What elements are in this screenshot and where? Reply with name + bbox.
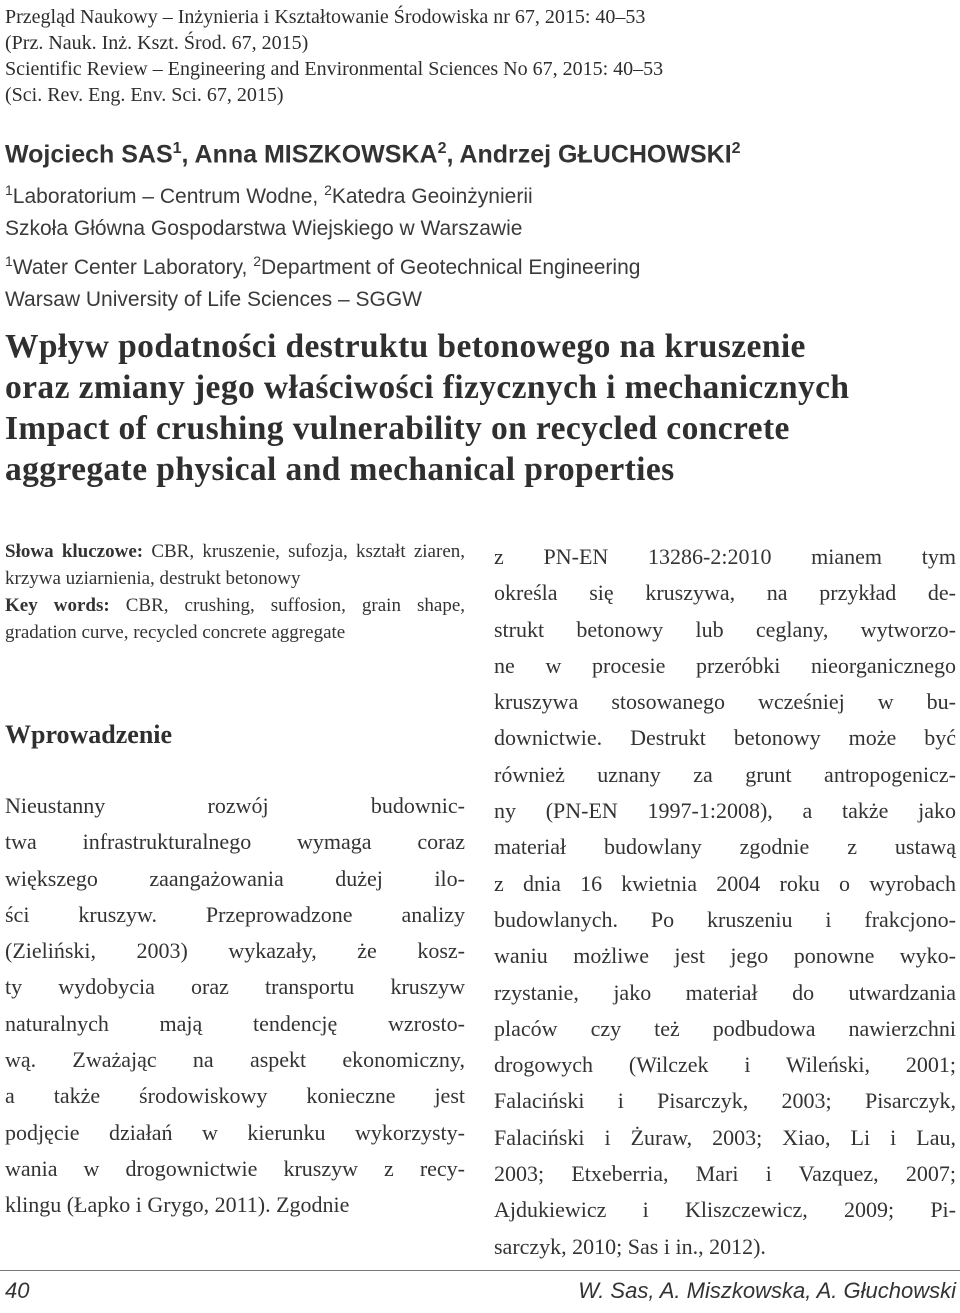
author-affiliation-mark: 2 <box>731 140 741 157</box>
affiliation-line-pl <box>5 174 640 213</box>
intro-paragraph-right <box>494 539 956 1265</box>
paragraph-line: twa infrastrukturalnego wymaga coraz <box>5 829 465 855</box>
title-pl-line: oraz zmiany jego właściwości fizycznych i mechanicznych <box>5 369 850 406</box>
intro-paragraph-left <box>5 788 465 1224</box>
paragraph-line: większego zaangażowania dużej ilo- <box>5 865 465 891</box>
paragraph-line: Ajdukiewicz i Kliszczewicz, 2009; Pi- <box>494 1197 956 1223</box>
paragraph-line: ty wydobycia oraz transportu kruszyw <box>5 974 465 1000</box>
paragraph-line: klingu (Łapko i Grygo, 2011). Zgodnie <box>5 1192 350 1218</box>
journal-header-line: Scientific Review – Engineering and Environmental Sciences No 67, 2015: 40–53 <box>5 58 664 80</box>
paragraph-line: Falaciński i Pisarczyk, 2003; Pisarczyk, <box>494 1088 956 1114</box>
paragraph-line: naturalnych mają tendencję wzrosto- <box>5 1010 465 1036</box>
author-name: , Andrzej GŁUCHOWSKI <box>446 140 732 169</box>
paragraph-line: Nieustanny rozwój budownic- <box>5 793 465 818</box>
affiliation-university-pl: Szkoła Główna Gospodarstwa Wiejskiego w Warszawie <box>5 217 523 240</box>
affiliations <box>5 174 640 316</box>
left-column <box>5 538 465 1224</box>
page-number: 40 <box>5 1278 30 1303</box>
journal-header <box>5 4 945 108</box>
keywords-en <box>5 592 465 646</box>
paragraph-line: a także środowiskowy konieczne jest <box>5 1083 465 1109</box>
paragraph-line: wą. Zważając na aspekt ekonomiczny, <box>5 1047 465 1073</box>
paragraph-line: również uznany za grunt antropogenicz- <box>494 761 956 787</box>
paragraph-line: podjęcie działań w kierunku wykorzysty- <box>5 1119 465 1145</box>
affiliation-mark: 2 <box>324 182 332 198</box>
paragraph-line: z dnia 16 kwietnia 2004 roku o wyrobach <box>494 870 956 896</box>
page-footer <box>0 1278 960 1308</box>
footer-authors: W. Sas, A. Miszkowska, A. Głuchowski <box>578 1278 956 1303</box>
paragraph-line: ści kruszyw. Przeprowadzone analizy <box>5 901 465 927</box>
paragraph-line: waniu możliwe jest jego ponowne wyko- <box>494 943 956 969</box>
journal-header-line: (Prz. Nauk. Inż. Kszt. Środ. 67, 2015) <box>5 32 309 54</box>
paragraph-line: ne w procesie przeróbki nieorganicznego <box>494 652 956 678</box>
author-name: , Anna MISZKOWSKA <box>181 140 438 169</box>
journal-header-line: (Sci. Rev. Eng. Env. Sci. 67, 2015) <box>5 84 284 106</box>
affiliation-unit: Water Center Laboratory, <box>12 256 254 279</box>
title-en-line: aggregate physical and mechanical properties <box>5 451 675 488</box>
authors-line <box>5 134 741 169</box>
affiliation-mark: 1 <box>5 253 13 269</box>
keywords-en-label: Key words: <box>5 595 110 616</box>
paragraph-line: ny (PN-EN 1997-1:2008), a także jako <box>494 798 956 824</box>
paragraph-line: materiał budowlany zgodnie z ustawą <box>494 834 956 860</box>
paragraph-line: strukt betonowy lub ceglany, wytworzo- <box>494 616 956 642</box>
paragraph-line: downictwie. Destrukt betonowy może być <box>494 725 956 751</box>
paragraph-line: 2003; Etxeberria, Mari i Vazquez, 2007; <box>494 1161 956 1187</box>
section-heading: Wprowadzenie <box>5 720 173 749</box>
keywords-pl <box>5 538 465 592</box>
right-column <box>494 539 956 1265</box>
affiliation-unit: Department of Geotechnical Engineering <box>261 256 641 279</box>
paragraph-line: sarczyk, 2010; Sas i in., 2012). <box>494 1233 766 1259</box>
article-title <box>5 326 849 490</box>
paragraph-line: (Zieliński, 2003) wykazały, że kosz- <box>5 938 465 964</box>
footer-divider <box>0 1270 960 1271</box>
paragraph-line: kruszywa stosowanego wcześniej w bu- <box>494 689 956 715</box>
paragraph-line: rzystanie, jako materiał do utwardzania <box>494 979 956 1005</box>
paragraph-line: Falaciński i Żuraw, 2003; Xiao, Li i Lau, <box>494 1124 956 1150</box>
journal-header-line: Przegląd Naukowy – Inżynieria i Kształtowanie Środowiska nr 67, 2015: 40–53 <box>5 6 646 28</box>
author-affiliation-mark: 1 <box>172 140 182 157</box>
paragraph-line: budowlanych. Po kruszeniu i frakcjono- <box>494 906 956 932</box>
affiliation-unit: Katedra Geoinżynierii <box>331 185 533 208</box>
affiliation-mark: 2 <box>253 253 262 269</box>
paragraph-line: placów czy też podbudowa nawierzchni <box>494 1015 956 1041</box>
keywords-pl-text: CBR, kruszenie, sufozja, kształt ziaren, krzywa uziarnienia, destrukt betonowy <box>5 541 466 589</box>
affiliation-unit: Laboratorium – Centrum Wodne, <box>12 185 325 208</box>
paragraph-line: wania w drogownictwie kruszyw z recy- <box>5 1155 465 1181</box>
paragraph-line: z PN-EN 13286-2:2010 mianem tym <box>494 544 956 569</box>
affiliation-line-en <box>5 245 640 284</box>
keywords-pl-label: Słowa kluczowe: <box>5 541 144 562</box>
author-affiliation-mark: 2 <box>437 140 447 157</box>
paragraph-line: drogowych (Wilczek i Wileński, 2001; <box>494 1052 956 1078</box>
paragraph-line: określa się kruszywa, na przykład de- <box>494 580 956 606</box>
title-en-line: Impact of crushing vulnerability on recycled concrete <box>5 410 790 447</box>
title-pl-line: Wpływ podatności destruktu betonowego na kruszenie <box>5 328 806 365</box>
keywords-en-text: CBR, crushing, suffosion, grain shape, gradation curve, recycled concrete aggregate <box>5 595 466 643</box>
author-name: Wojciech SAS <box>5 140 173 169</box>
affiliation-university-en: Warsaw University of Life Sciences – SGGW <box>5 288 423 311</box>
affiliation-mark: 1 <box>5 182 13 198</box>
